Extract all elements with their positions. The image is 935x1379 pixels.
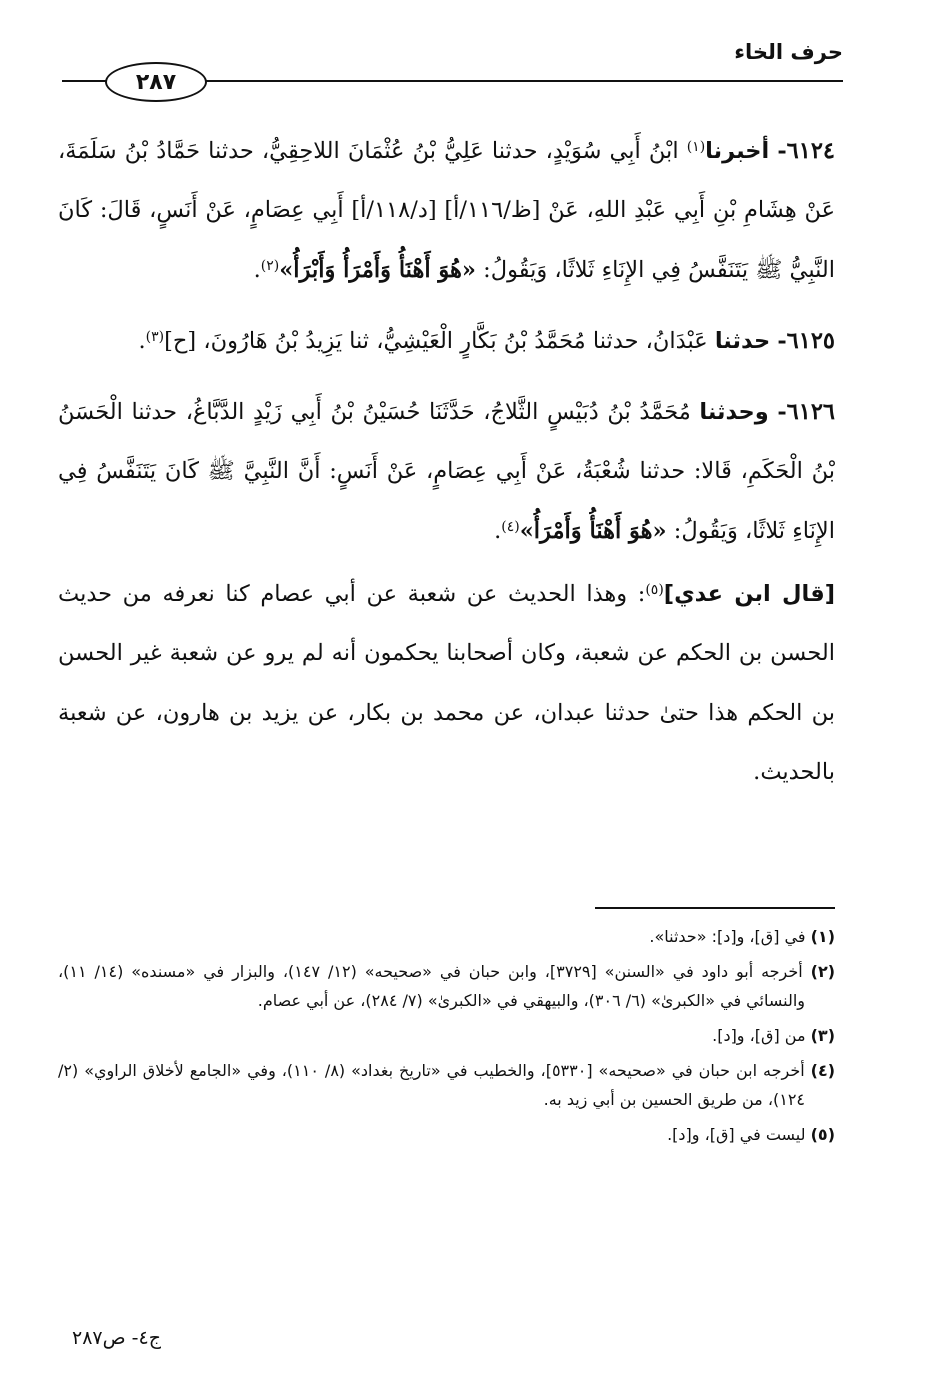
entry-ending: . — [253, 256, 261, 283]
footnote-marker: (٤) — [501, 518, 520, 535]
entry-ending: . — [138, 327, 146, 354]
footnote-text: ليست في [ق]، و[د]. — [667, 1125, 806, 1144]
entry-number: ٦١٢٦- — [777, 399, 835, 426]
footnote-number: (٤) — [810, 1061, 836, 1080]
footnote-number: (٣) — [810, 1026, 835, 1045]
isnad-text: عَبْدَانُ، حدثنا مُحَمَّدُ بْنُ بَكَّارٍ الْعَيْشِيُّ، ثنا يَزِيدُ بْنُ هَارُونَ، [ح] — [164, 327, 715, 354]
entry-ending: . — [494, 517, 502, 544]
footnote-marker: (٣) — [145, 328, 165, 345]
footnote-5 — [58, 1120, 835, 1149]
narration-keyword: حدثنا — [714, 327, 771, 354]
footnote-marker: (٥) — [645, 582, 664, 599]
hadith-entry-6124 — [58, 122, 835, 300]
footnote-number: (٢) — [810, 962, 836, 981]
footnote-marker: (٢) — [260, 257, 280, 274]
main-text — [58, 122, 835, 802]
volume-page-reference: ج٤- ص٢٨٧ — [72, 1327, 161, 1349]
isnad-text: مُحَمَّدُ بْنُ دُبَيْسٍ الثَّلاجُ، حَدَّثَنَا حُسَيْنُ بْنُ أَبِي زَيْدٍ الدَّبَّاغُ، حدثنا الْحَسَنُ بْنُ الْحَكَمِ، قَالا: حدثنا شُعْبَةُ، عَنْ أَبِي عِصَامٍ، عَنْ أَنَسٍ: أَنَّ النَّبِيَّ ﷺ كَانَ يَتَنَفَّسُ فِي الإِنَاءِ ثَلاثًا، وَيَقُولُ: — [58, 399, 835, 544]
page-number-badge: ٢٨٧ — [105, 62, 207, 102]
section-title: حرف الخاء — [734, 40, 843, 64]
hadith-entry-6125 — [58, 312, 835, 371]
entry-number: ٦١٢٤- — [777, 138, 835, 164]
ibn-adi-commentary — [58, 565, 835, 802]
footnote-2 — [58, 957, 835, 1015]
footnote-text: من [ق]، و[د]. — [712, 1026, 806, 1045]
isnad-text: ابْنُ أَبِي سُوَيْدٍ، حدثنا عَلِيُّ بْنُ عُثْمَانَ اللاحِقِيُّ، حدثنا حَمَّادُ بْنُ سَلَمَةَ، عَنْ هِشَامِ بْنِ أَبِي عَبْدِ اللهِ، عَنْ [ظ/١١٦/أ] [د/١١٨/أ] أَبِي عِصَامٍ، عَنْ أَنَسٍ، قَالَ: كَانَ النَّبِيُّ ﷺ يَتَنَفَّسُ فِي الإِنَاءِ ثَلاثًا، وَيَقُولُ: — [58, 138, 835, 283]
footnote-3 — [58, 1021, 835, 1050]
entry-number: ٦١٢٥- — [777, 327, 835, 354]
footnote-divider — [595, 907, 835, 909]
footnote-text: أخرجه ابن حبان في «صحيحه» [٥٣٣٠]، والخطيب في «تاريخ بغداد» (٨/ ١١٠)، وفي «الجامع لأخلاق الراوي» (٢/ ١٢٤)، من طريق الحسين بن أبي زيد به. — [58, 1061, 805, 1109]
narration-keyword: أخبرنا — [705, 138, 770, 164]
hadith-entry-6126 — [58, 383, 835, 561]
narration-keyword: وحدثنا — [699, 399, 769, 426]
footnote-text: في [ق]، و[د]: «حدثنا». — [649, 927, 806, 946]
footnote-number: (١) — [810, 927, 835, 946]
footnote-text: أخرجه أبو داود في «السنن» [٣٧٢٩]، وابن حبان في «صحيحه» (١٢/ ١٤٧)، والبزار في «مسنده» (١٤/ ١١)، والنسائي في «الكبرىٰ» (٦/ ٣٠٦)، والبيهقي في «الكبرىٰ» (٧/ ٢٨٤)، عن أبي عصام. — [58, 962, 805, 1010]
footnote-number: (٥) — [810, 1125, 835, 1144]
prophetic-quote: «هُوَ أَهْنَأُ وَأَمْرَأُ وَأَبْرَأُ» — [279, 256, 476, 283]
prophetic-quote: «هُوَ أَهْنَأُ وَأَمْرَأُ» — [519, 517, 667, 544]
commentary-text: : وهذا الحديث عن شعبة عن أبي عصام كنا نعرفه من حديث الحسن بن الحكم عن شعبة، وكان أصحابنا يحكمون أنه لم يرو عن شعبة غير الحسن بن الحكم هذا حتىٰ حدثنا عبدان، عن محمد بن بكار، عن يزيد بن هارون، عن شعبة بالحديث. — [58, 581, 835, 785]
footnote-1 — [58, 922, 835, 951]
footnote-4 — [58, 1056, 835, 1114]
footnotes — [58, 922, 835, 1149]
footnote-marker: (١) — [686, 139, 706, 155]
commentary-label: [قال ابن عدي] — [663, 581, 835, 608]
